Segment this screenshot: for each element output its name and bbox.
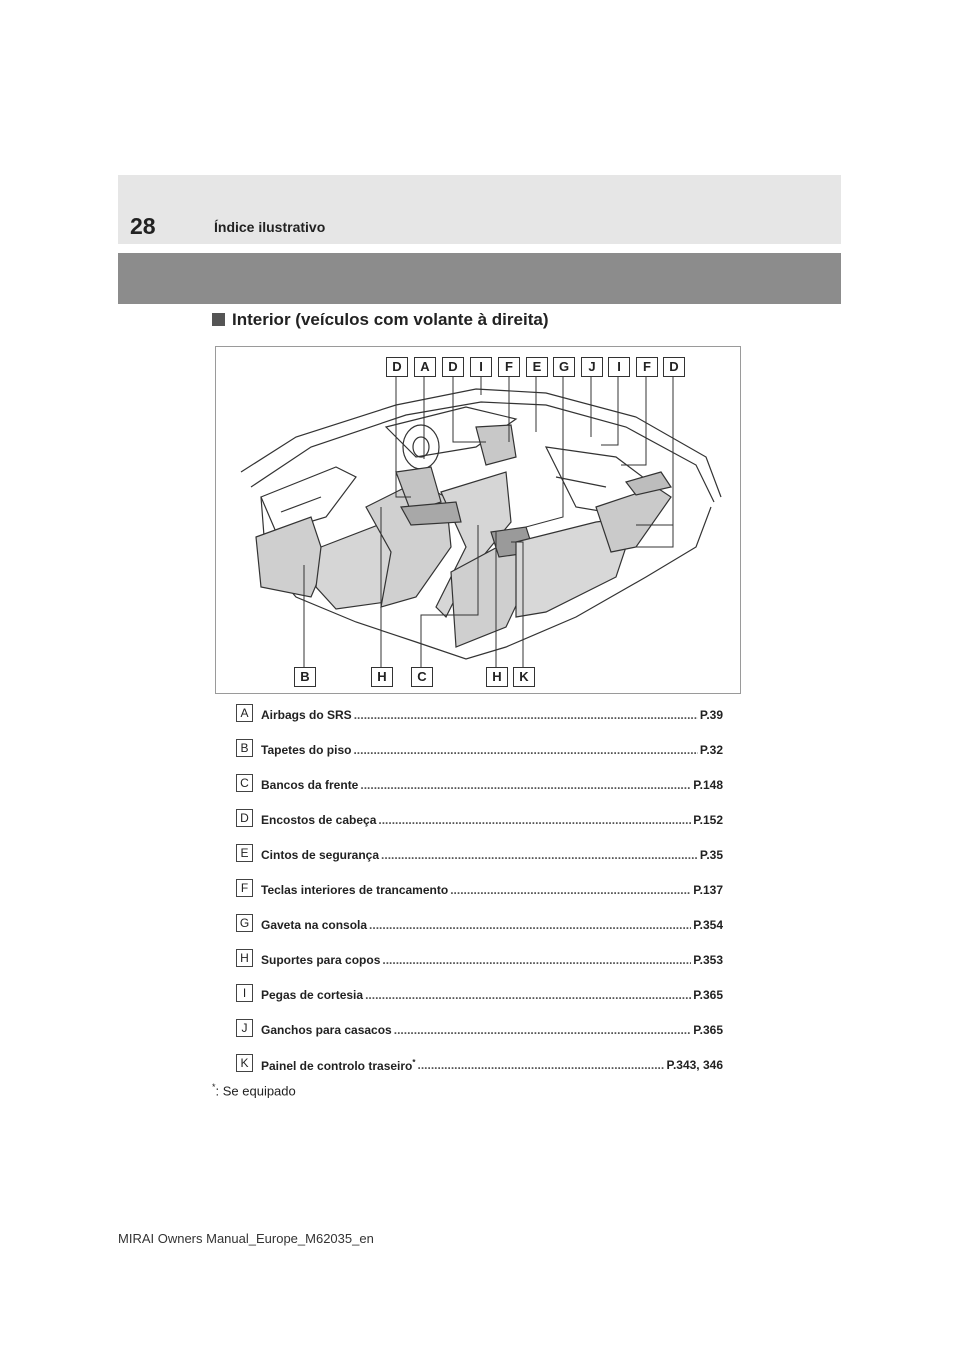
title-band [118,253,841,304]
legend-list [236,704,726,1089]
page-header [118,175,841,244]
callout-bottom-5: K [513,667,535,687]
legend-page-ref[interactable]: P.365 [693,1023,723,1037]
legend-item [236,809,726,844]
legend-item [236,984,726,1019]
legend-label: Airbags do SRS [261,708,352,722]
section-heading [212,310,548,330]
legend-label: Encostos de cabeça [261,813,377,827]
legend-item [236,739,726,774]
callout-top-7: G [553,357,575,377]
heading-text: Interior (veículos com volante à direita) [232,310,549,329]
legend-page-ref[interactable]: P.148 [693,778,723,792]
legend-label: Bancos da frente [261,778,359,792]
section-title: Índice ilustrativo [214,219,326,235]
legend-item [236,704,726,739]
legend-page-ref[interactable]: P.137 [693,883,723,897]
page-footer: MIRAI Owners Manual_Europe_M62035_en [118,1231,374,1246]
legend-item [236,949,726,984]
legend-item [236,1054,726,1089]
heading-square-icon [212,313,225,326]
legend-item [236,774,726,809]
legend-label: Painel de controlo traseiro [261,1059,413,1073]
legend-item [236,844,726,879]
legend-page-ref[interactable]: P.354 [693,918,723,932]
legend-item [236,1019,726,1054]
legend-label: Ganchos para casacos [261,1023,392,1037]
legend-label: Tapetes do piso [261,743,352,757]
callout-top-6: E [526,357,548,377]
callout-top-2: A [414,357,436,377]
legend-letter: D [236,809,253,827]
callout-bottom-4: H [486,667,508,687]
footnote-mark: * [212,1082,216,1092]
footnote [212,1082,296,1098]
legend-page-ref[interactable]: P.32 [699,743,723,757]
callout-bottom-3: C [411,667,433,687]
legend-letter: E [236,844,253,862]
callout-top-4: I [470,357,492,377]
callout-top-9: I [608,357,630,377]
page-number: 28 [130,213,156,239]
legend-label: Gaveta na consola [261,918,368,932]
callout-bottom-1: B [294,667,316,687]
legend-letter: I [236,984,253,1002]
legend-page-ref[interactable]: P.365 [693,988,723,1002]
footnote-mark: * [412,1058,416,1067]
legend-page-ref[interactable]: P.343, 346 [666,1058,723,1072]
callout-top-3: D [442,357,464,377]
legend-letter: K [236,1054,253,1072]
legend-letter: H [236,949,253,967]
legend-page-ref[interactable]: P.353 [693,953,723,967]
legend-label: Teclas interiores de trancamento [261,883,449,897]
legend-letter: A [236,704,253,722]
legend-label: Cintos de segurança [261,848,380,862]
legend-letter: C [236,774,253,792]
legend-letter: B [236,739,253,757]
callout-top-11: D [663,357,685,377]
legend-page-ref[interactable]: P.39 [699,708,723,722]
interior-illustration [215,346,741,694]
legend-label: Suportes para copos [261,953,381,967]
callout-top-8: J [581,357,603,377]
callout-top-10: F [636,357,658,377]
legend-item [236,879,726,914]
footnote-text: : Se equipado [215,1083,296,1099]
callout-bottom-2: H [371,667,393,687]
callout-top-5: F [498,357,520,377]
legend-page-ref[interactable]: P.152 [693,813,723,827]
legend-letter: F [236,879,253,897]
car-interior-drawing [216,347,740,693]
legend-label: Pegas de cortesia [261,988,364,1002]
callout-top-1: D [386,357,408,377]
legend-item [236,914,726,949]
legend-letter: G [236,914,253,932]
legend-page-ref[interactable]: P.35 [699,848,723,862]
legend-letter: J [236,1019,253,1037]
